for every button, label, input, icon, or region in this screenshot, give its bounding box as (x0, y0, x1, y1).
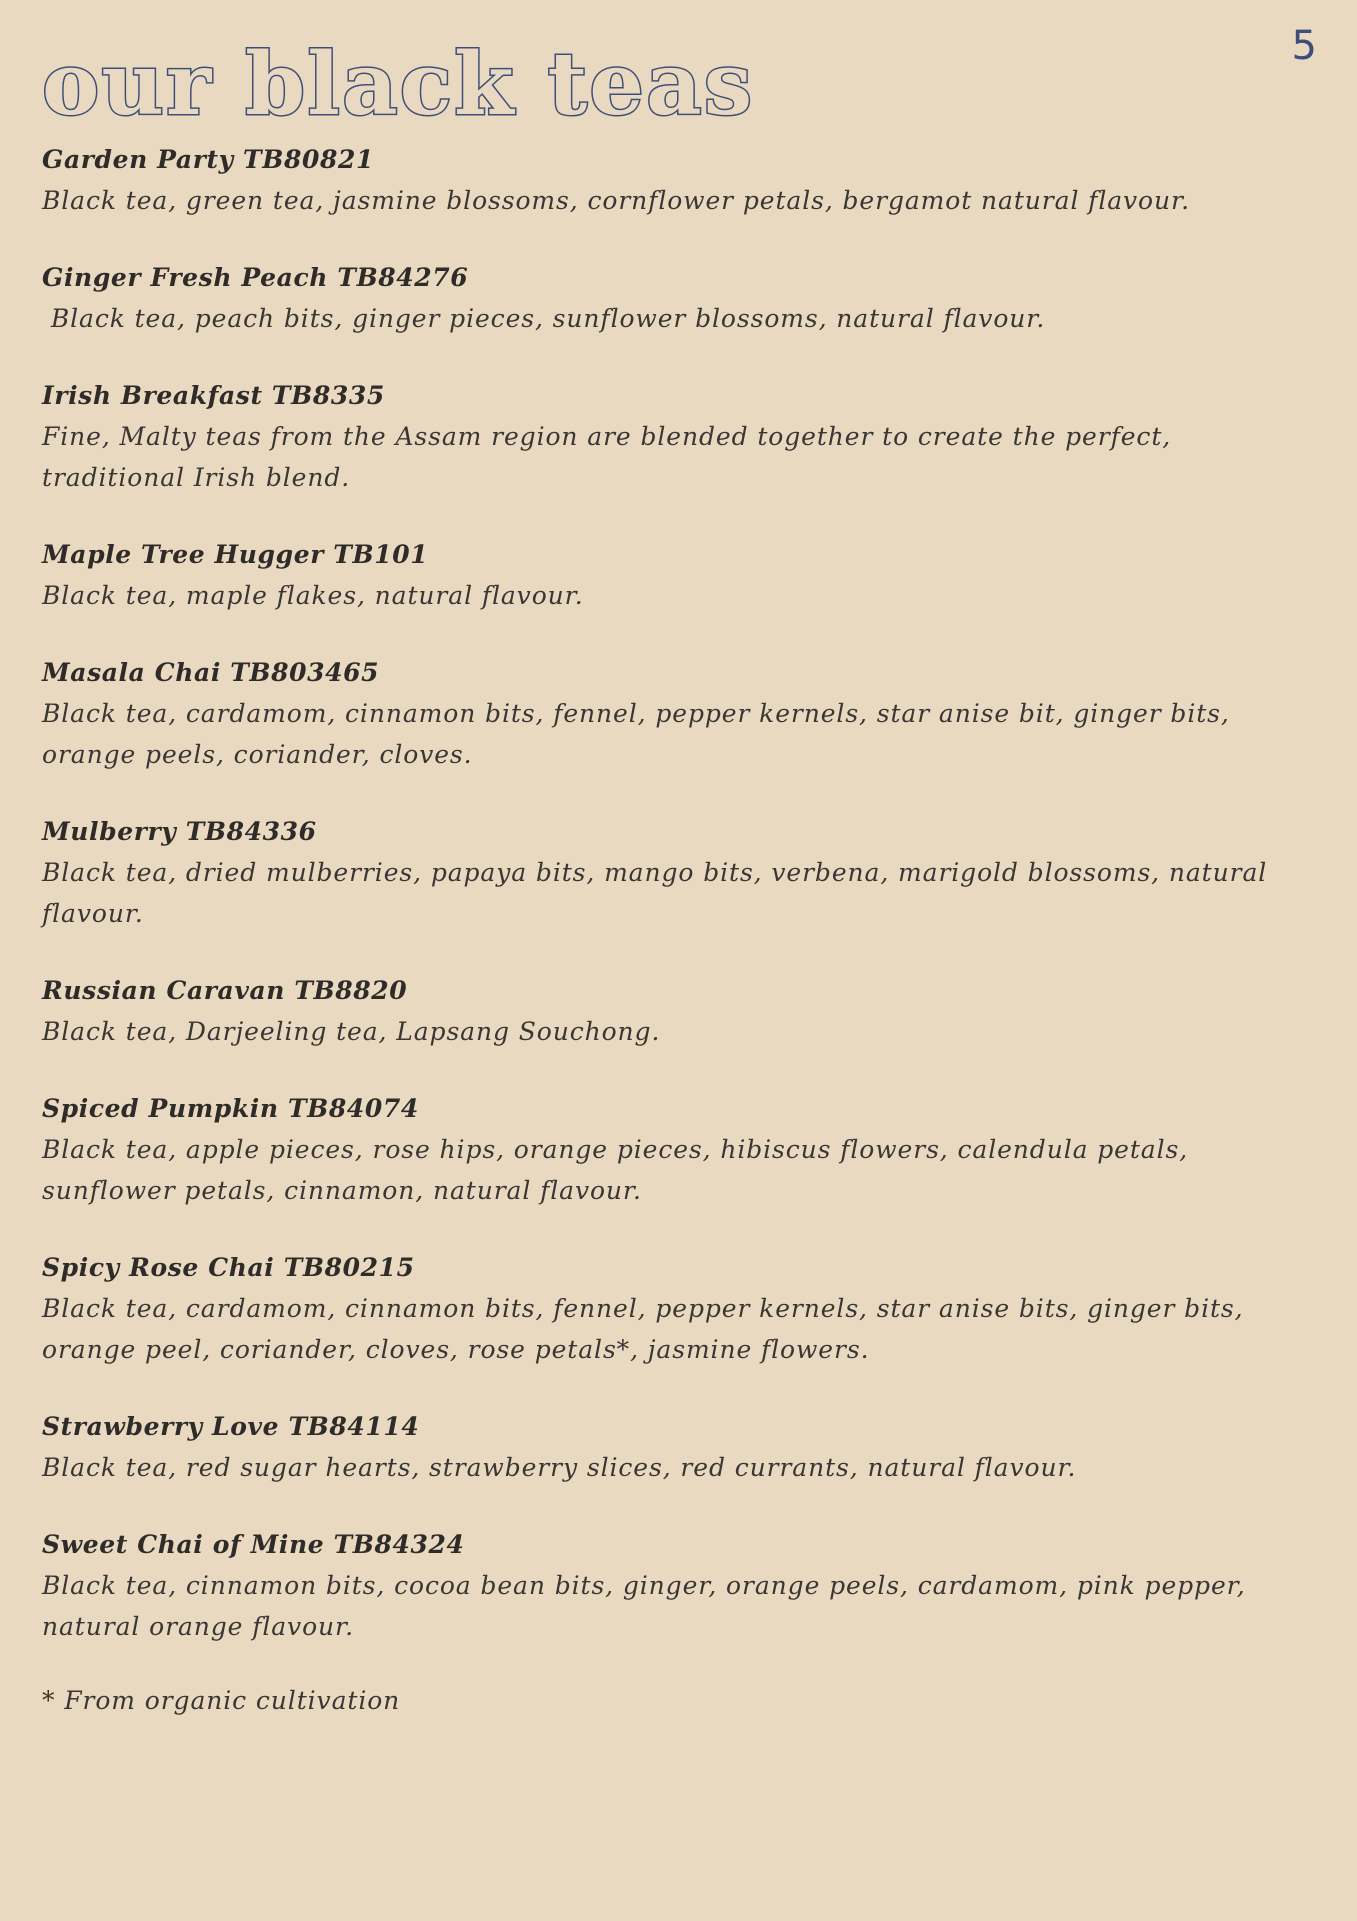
tea-name: Sweet Chai of Mine TB84324 (42, 1530, 465, 1559)
page-title: our black teas (42, 34, 755, 135)
tea-name: Spiced Pumpkin TB84074 (42, 1094, 419, 1123)
tea-description: Black tea, Darjeeling tea, Lapsang Souchong. (42, 1017, 661, 1046)
tea-item-strawberry-love (42, 1407, 1317, 1488)
tea-description: Black tea, cardamom, cinnamon bits, fennel, pepper kernels, star anise bits, ginger bits, orange peel, coriander, cloves, rose petals*, jasmine flowers. (42, 1294, 1244, 1364)
tea-item-masala-chai (42, 653, 1317, 775)
tea-name: Spicy Rose Chai TB80215 (42, 1253, 415, 1282)
tea-description: Black tea, green tea, jasmine blossoms, cornflower petals, bergamot natural flavour. (42, 186, 1190, 215)
tea-name: Garden Party TB80821 (42, 145, 374, 174)
tea-description: Black tea, dried mulberries, papaya bits, mango bits, verbena, marigold blossoms, natural flavour. (42, 858, 1268, 928)
footnote: * From organic cultivation (42, 1686, 401, 1715)
page-number: 5 (1291, 23, 1317, 69)
tea-item-mulberry (42, 812, 1317, 934)
tea-description: Black tea, maple flakes, natural flavour. (42, 581, 584, 610)
tea-description: Black tea, cinnamon bits, cocoa bean bits, ginger, orange peels, cardamom, pink pepper, natural orange flavour. (42, 1571, 1246, 1641)
tea-name: Strawberry Love TB84114 (42, 1412, 420, 1441)
tea-name: Irish Breakfast TB8335 (42, 381, 385, 410)
tea-name: Mulberry TB84336 (42, 817, 317, 846)
tea-item-spicy-rose-chai (42, 1248, 1317, 1370)
tea-item-irish-breakfast (42, 376, 1317, 498)
tea-item-garden-party (42, 140, 1317, 221)
tea-item-maple-tree-hugger (42, 535, 1317, 616)
tea-name: Ginger Fresh Peach TB84276 (42, 263, 469, 292)
tea-name: Masala Chai TB803465 (42, 658, 380, 687)
tea-name: Russian Caravan TB8820 (42, 976, 408, 1005)
tea-description: Black tea, peach bits, ginger pieces, sunflower blossoms, natural flavour. (42, 304, 1046, 333)
tea-item-russian-caravan (42, 971, 1317, 1052)
tea-name: Maple Tree Hugger TB101 (42, 540, 429, 569)
tea-list (42, 140, 1317, 1721)
tea-description: Fine, Malty teas from the Assam region are blended together to create the perfect, traditional Irish blend. (42, 422, 1172, 492)
tea-description: Black tea, apple pieces, rose hips, orange pieces, hibiscus flowers, calendula petals, sunflower petals, cinnamon, natural flavour. (42, 1135, 1189, 1205)
tea-description: Black tea, cardamom, cinnamon bits, fennel, pepper kernels, star anise bit, ginger bits, orange peels, coriander, cloves. (42, 699, 1230, 769)
tea-item-ginger-fresh-peach (42, 258, 1317, 339)
tea-item-sweet-chai-of-mine (42, 1525, 1317, 1647)
tea-item-spiced-pumpkin (42, 1089, 1317, 1211)
tea-description: Black tea, red sugar hearts, strawberry slices, red currants, natural flavour. (42, 1453, 1077, 1482)
